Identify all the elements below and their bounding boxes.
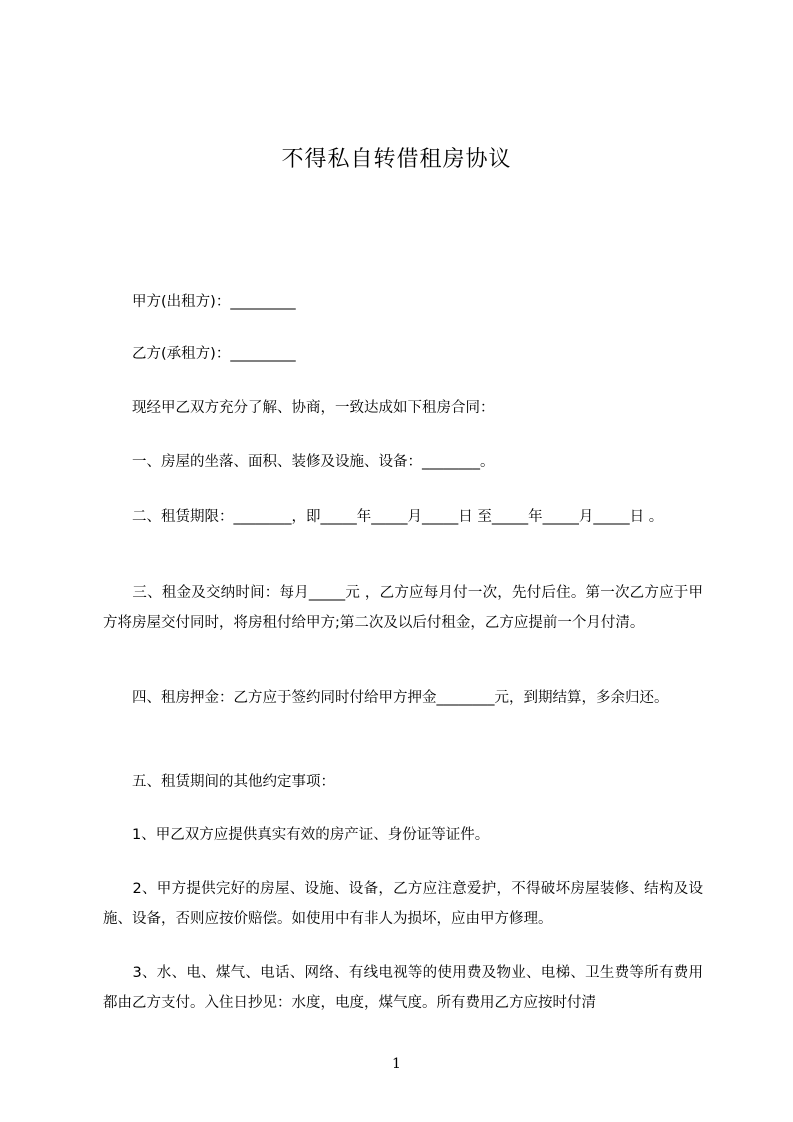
- clause-5-item-1: 1、甲乙双方应提供真实有效的房产证、身份证等证件。: [103, 827, 490, 843]
- clause-2-term: 二、租赁期限：________，即_____年_____月_____日 至_____年_____月_____日 。: [103, 509, 664, 525]
- party-a-line: 甲方(出租方)：_________: [103, 294, 296, 310]
- clause-5-item-2: 2、甲方提供完好的房屋、设施、设备，乙方应注意爱护，不得破坏房屋装修、结构及设施、设备，否则应按价赔偿。如使用中有非人为损坏，应由甲方修理。: [103, 881, 703, 927]
- document-title: 不得私自转借租房协议: [281, 147, 512, 172]
- clause-3-rent: 三、租金及交纳时间：每月_____元 ，乙方应每月付一次，先付后住。第一次乙方应于甲方将房屋交付同时，将房租付给甲方;第二次及以后付租金，乙方应提前一个月付清。: [103, 585, 703, 631]
- clause-5-item-3: 3、水、电、煤气、电话、网络、有线电视等的使用费及物业、电梯、卫生费等所有费用都由乙方支付。入住日抄见：水度，电度，煤气度。所有费用乙方应按时付清: [103, 965, 703, 1011]
- clause-1-property: 一、房屋的坐落、面积、装修及设施、设备：________。: [103, 454, 495, 470]
- page-number: 1: [392, 1056, 401, 1072]
- party-b-line: 乙方(承租方)：_________: [103, 346, 296, 362]
- clause-4-deposit: 四、租房押金：乙方应于签约同时付给甲方押金________元，到期结算，多余归还。: [103, 690, 669, 706]
- clause-5-heading: 五、租赁期间的其他约定事项：: [103, 774, 335, 790]
- preamble-paragraph: 现经甲乙双方充分了解、协商，一致达成如下租房合同：: [103, 400, 495, 416]
